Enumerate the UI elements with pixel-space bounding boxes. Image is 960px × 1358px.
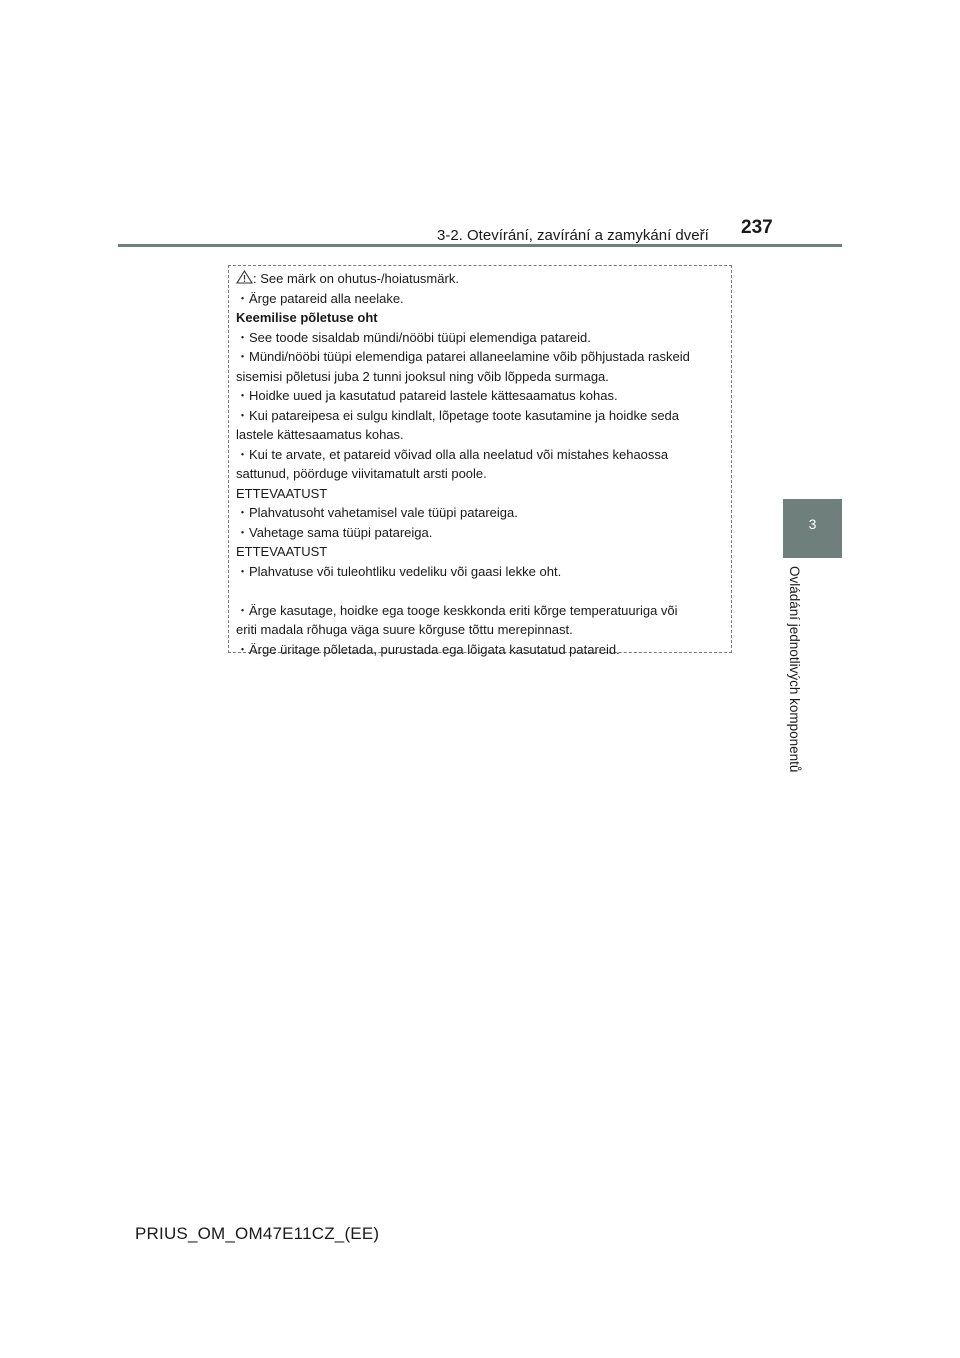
section-title: 3-2. Otevírání, zavírání a zamykání dveří: [437, 227, 709, 244]
warning-text-block: [236, 269, 725, 659]
warning-line: ・Ärge üritage põletada, purustada ega lõigata kasutatud patareid.: [236, 641, 620, 657]
caution-heading: ETTEVAATUST: [236, 485, 328, 501]
warning-heading: Keemilise põletuse oht: [236, 310, 378, 325]
warning-line: ・Vahetage sama tüüpi patareiga.: [236, 524, 433, 540]
warning-symbol-text: : See märk on ohutus-/hoiatusmärk.: [253, 271, 459, 286]
blank-line: [236, 581, 725, 601]
warning-symbol-line: [236, 269, 725, 289]
warning-line: ・Plahvatuse või tuleohtliku vedeliku või gaasi lekke oht.: [236, 563, 562, 579]
warning-line: lastele kättesaamatus kohas.: [236, 427, 404, 442]
header-rule: [118, 244, 842, 247]
warning-line: ・Ärge patareid alla neelake.: [236, 290, 404, 306]
warning-triangle-icon: [236, 270, 253, 284]
warning-line: ・See toode sisaldab mündi/nööbi tüüpi elemendiga patareid.: [236, 329, 591, 345]
warning-line: ・Mündi/nööbi tüüpi elemendiga patarei allaneelamine võib põhjustada raskeid: [236, 349, 690, 364]
battery-warning-box: [228, 265, 732, 657]
chapter-tab-number: 3: [808, 516, 817, 532]
page-number: 237: [741, 217, 773, 238]
warning-line: ・Hoidke uued ja kasutatud patareid lastele kättesaamatus kohas.: [236, 388, 618, 403]
warning-line: sattunud, pöörduge viivitamatult arsti poole.: [236, 466, 487, 481]
caution-heading: ETTEVAATUST: [236, 544, 328, 559]
chapter-tab-label: Ovládání jednotlivých komponentů: [787, 566, 802, 773]
warning-line: ・Plahvatusoht vahetamisel vale tüüpi patareiga.: [236, 505, 518, 520]
warning-line: ・Kui te arvate, et patareid võivad olla alla neelatud või mistahes kehaossa: [236, 446, 669, 462]
warning-line: ・Kui patareipesa ei sulgu kindlalt, lõpetage toote kasutamine ja hoidke seda: [236, 407, 680, 423]
warning-line: sisemisi põletusi juba 2 tunni jooksul ning võib lõppeda surmaga.: [236, 368, 609, 384]
warning-line: eriti madala rõhuga väga suure kõrguse tõttu merepinnast.: [236, 622, 573, 637]
chapter-tab: [783, 499, 842, 558]
warning-line: ・Ärge kasutage, hoidke ega tooge keskkonda eriti kõrge temperatuuriga või: [236, 602, 678, 618]
document-code: PRIUS_OM_OM47E11CZ_(EE): [135, 1224, 380, 1243]
